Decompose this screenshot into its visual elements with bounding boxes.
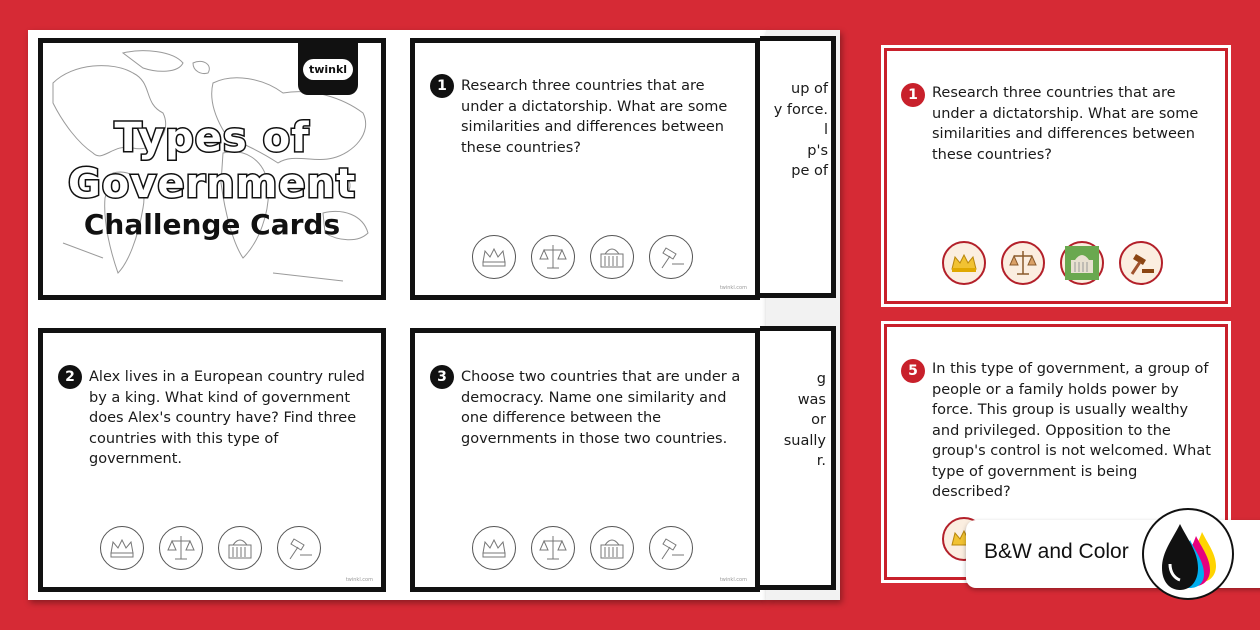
card-question-text: Alex lives in a European country ruled by a king. What kind of government does Alex's country have? Find three countries with this type of government. <box>89 369 365 467</box>
gavel-icon <box>1119 241 1163 285</box>
fragment: sually <box>783 432 826 449</box>
card-icon-row <box>100 526 321 570</box>
behind-card-bottom <box>760 326 836 590</box>
fragment: y force. <box>773 101 828 118</box>
scales-icon <box>531 235 575 279</box>
ink-drops-icon <box>1142 508 1234 600</box>
parliament-building-icon <box>590 235 634 279</box>
badge-label: B&W and Color <box>984 540 1129 563</box>
cover-title-line2: Government <box>67 161 357 207</box>
challenge-card-3-bw <box>410 328 760 592</box>
card-number-badge: 3 <box>430 365 454 389</box>
fragment: r. <box>816 453 826 469</box>
logo-text: twinkl <box>303 59 353 80</box>
crown-icon <box>100 526 144 570</box>
cover-subtitle: Challenge Cards <box>83 208 341 241</box>
scales-icon <box>159 526 203 570</box>
card-icon-row <box>472 526 693 570</box>
parliament-building-icon <box>1060 241 1104 285</box>
card-number-badge: 1 <box>901 83 925 107</box>
crown-icon <box>942 241 986 285</box>
fragment: g <box>816 371 826 387</box>
behind-card-top <box>760 36 836 298</box>
challenge-card-1-color <box>884 48 1228 304</box>
card-question-text: Choose two countries that are under a democracy. Name one similarity and one difference between the governments in those two countries. <box>461 369 741 447</box>
card-footer: twinkl.com <box>719 577 747 583</box>
card-question-text: Research three countries that are under a dictatorship. What are some similarities and differences between these countries? <box>932 85 1199 163</box>
parliament-building-icon <box>590 526 634 570</box>
card-number-badge: 5 <box>901 359 925 383</box>
gavel-icon <box>277 526 321 570</box>
card-question-text: In this type of government, a group of people or a family holds power by force. This group is usually wealthy and privileged. Opposition to the group's control is not welcomed. What type of government is being described? <box>932 361 1211 500</box>
crown-icon <box>472 235 516 279</box>
gavel-icon <box>649 235 693 279</box>
card-number-badge: 2 <box>58 365 82 389</box>
card-footer: twinkl.com <box>719 285 747 291</box>
cover-title-line1: Types of <box>114 115 310 161</box>
challenge-card-1-bw <box>410 38 760 300</box>
gavel-icon <box>649 526 693 570</box>
challenge-card-2-bw <box>38 328 386 592</box>
crown-icon <box>472 526 516 570</box>
twinkl-logo <box>298 43 358 95</box>
card-icon-row <box>942 241 1163 285</box>
parliament-building-icon <box>218 526 262 570</box>
fragment: or <box>811 412 826 428</box>
fragment: pe of <box>791 163 828 179</box>
scales-icon <box>531 526 575 570</box>
cover-card <box>38 38 386 300</box>
fragment: was <box>797 391 826 408</box>
fragment: l <box>823 122 828 138</box>
fragment: up of <box>791 81 828 97</box>
card-footer: twinkl.com <box>345 577 373 583</box>
scales-icon <box>1001 241 1045 285</box>
fragment: p's <box>807 142 828 159</box>
card-question-text: Research three countries that are under a dictatorship. What are some similarities and differences between these countries? <box>461 78 728 156</box>
card-number-badge: 1 <box>430 74 454 98</box>
card-icon-row <box>472 235 693 279</box>
